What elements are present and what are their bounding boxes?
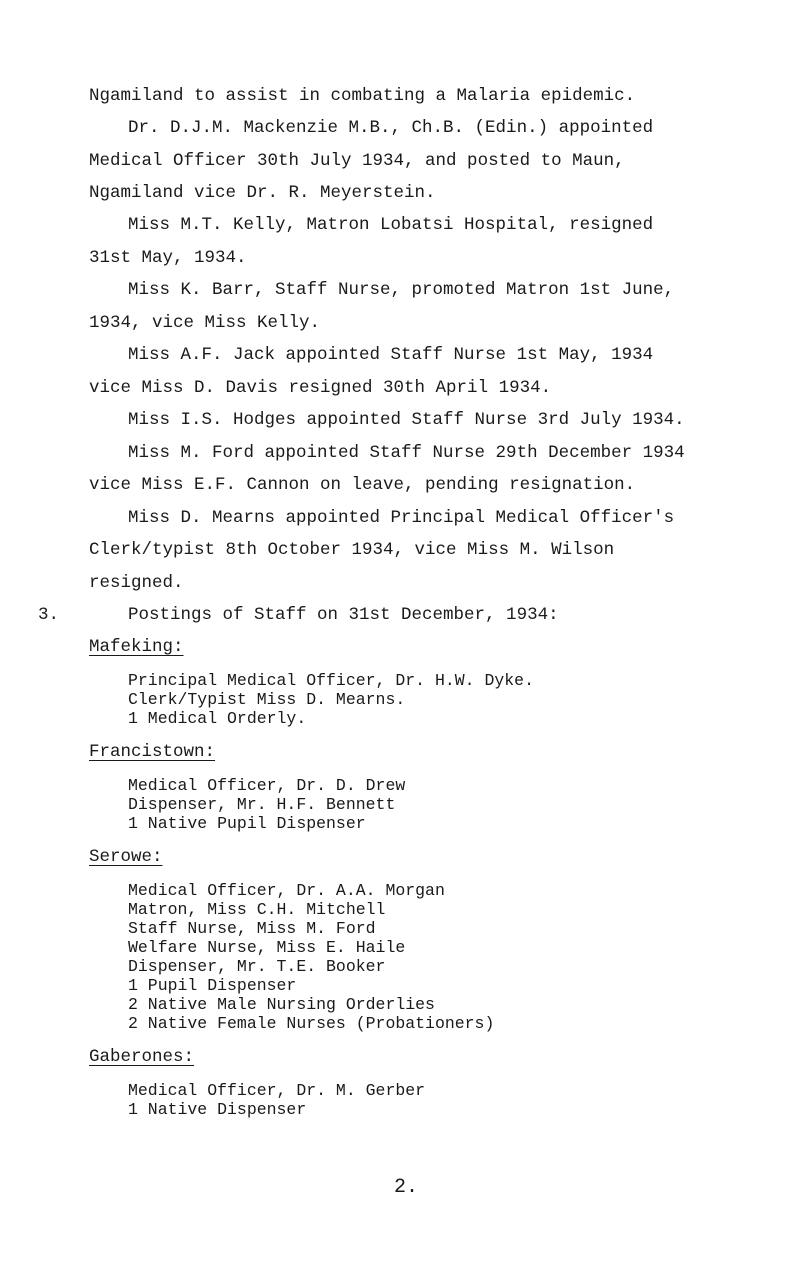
paragraph-line: Ngamiland vice Dr. R. Meyerstein. (89, 183, 436, 203)
section-title: Postings of Staff on 31st December, 1934: (128, 605, 559, 625)
paragraph-line: vice Miss D. Davis resigned 30th April 1934. (89, 378, 552, 398)
posting-item: Medical Officer, Dr. M. Gerber (128, 1081, 426, 1100)
paragraph-line: Miss M. Ford appointed Staff Nurse 29th December 1934 (128, 443, 685, 463)
posting-item: Medical Officer, Dr. D. Drew (128, 776, 406, 795)
posting-item: Principal Medical Officer, Dr. H.W. Dyke. (128, 671, 534, 690)
paragraph-line: Miss I.S. Hodges appointed Staff Nurse 3rd July 1934. (128, 410, 685, 430)
posting-heading: Francistown: (89, 742, 216, 762)
paragraph-line: Medical Officer 30th July 1934, and posted to Maun, (89, 151, 625, 171)
paragraph-line: Clerk/typist 8th October 1934, vice Miss M. Wilson (89, 540, 615, 560)
paragraph-line: Miss D. Mearns appointed Principal Medical Officer's (128, 508, 675, 528)
paragraph-line: Miss K. Barr, Staff Nurse, promoted Matron 1st June, (128, 280, 675, 300)
paragraph-line: vice Miss E.F. Cannon on leave, pending resignation. (89, 475, 636, 495)
paragraph-line: Dr. D.J.M. Mackenzie M.B., Ch.B. (Edin.) appointed (128, 118, 654, 138)
section-number: 3. (38, 605, 60, 625)
posting-item: Staff Nurse, Miss M. Ford (128, 919, 376, 938)
posting-item: Dispenser, Mr. T.E. Booker (128, 957, 386, 976)
posting-item: Matron, Miss C.H. Mitchell (128, 900, 386, 919)
posting-item: Welfare Nurse, Miss E. Haile (128, 938, 406, 957)
posting-item: 2 Native Male Nursing Orderlies (128, 995, 435, 1014)
posting-heading: Serowe: (89, 847, 163, 867)
posting-item: 1 Pupil Dispenser (128, 976, 297, 995)
posting-item: Clerk/Typist Miss D. Mearns. (128, 690, 406, 709)
posting-item: Medical Officer, Dr. A.A. Morgan (128, 881, 445, 900)
paragraph-line: 1934, vice Miss Kelly. (89, 313, 321, 333)
paragraph-line: Ngamiland to assist in combating a Malaria epidemic. (89, 86, 636, 106)
posting-heading: Gaberones: (89, 1047, 195, 1067)
posting-item: Dispenser, Mr. H.F. Bennett (128, 795, 396, 814)
posting-item: 2 Native Female Nurses (Probationers) (128, 1014, 495, 1033)
posting-item: 1 Native Pupil Dispenser (128, 814, 366, 833)
paragraph-line: 31st May, 1934. (89, 248, 247, 268)
posting-item: 1 Native Dispenser (128, 1100, 307, 1119)
paragraph-line: Miss M.T. Kelly, Matron Lobatsi Hospital, resigned (128, 215, 654, 235)
posting-heading: Mafeking: (89, 637, 184, 657)
posting-item: 1 Medical Orderly. (128, 709, 307, 728)
paragraph-line: Miss A.F. Jack appointed Staff Nurse 1st May, 1934 (128, 345, 654, 365)
page-number: 2. (394, 1176, 419, 1199)
paragraph-line: resigned. (89, 573, 184, 593)
